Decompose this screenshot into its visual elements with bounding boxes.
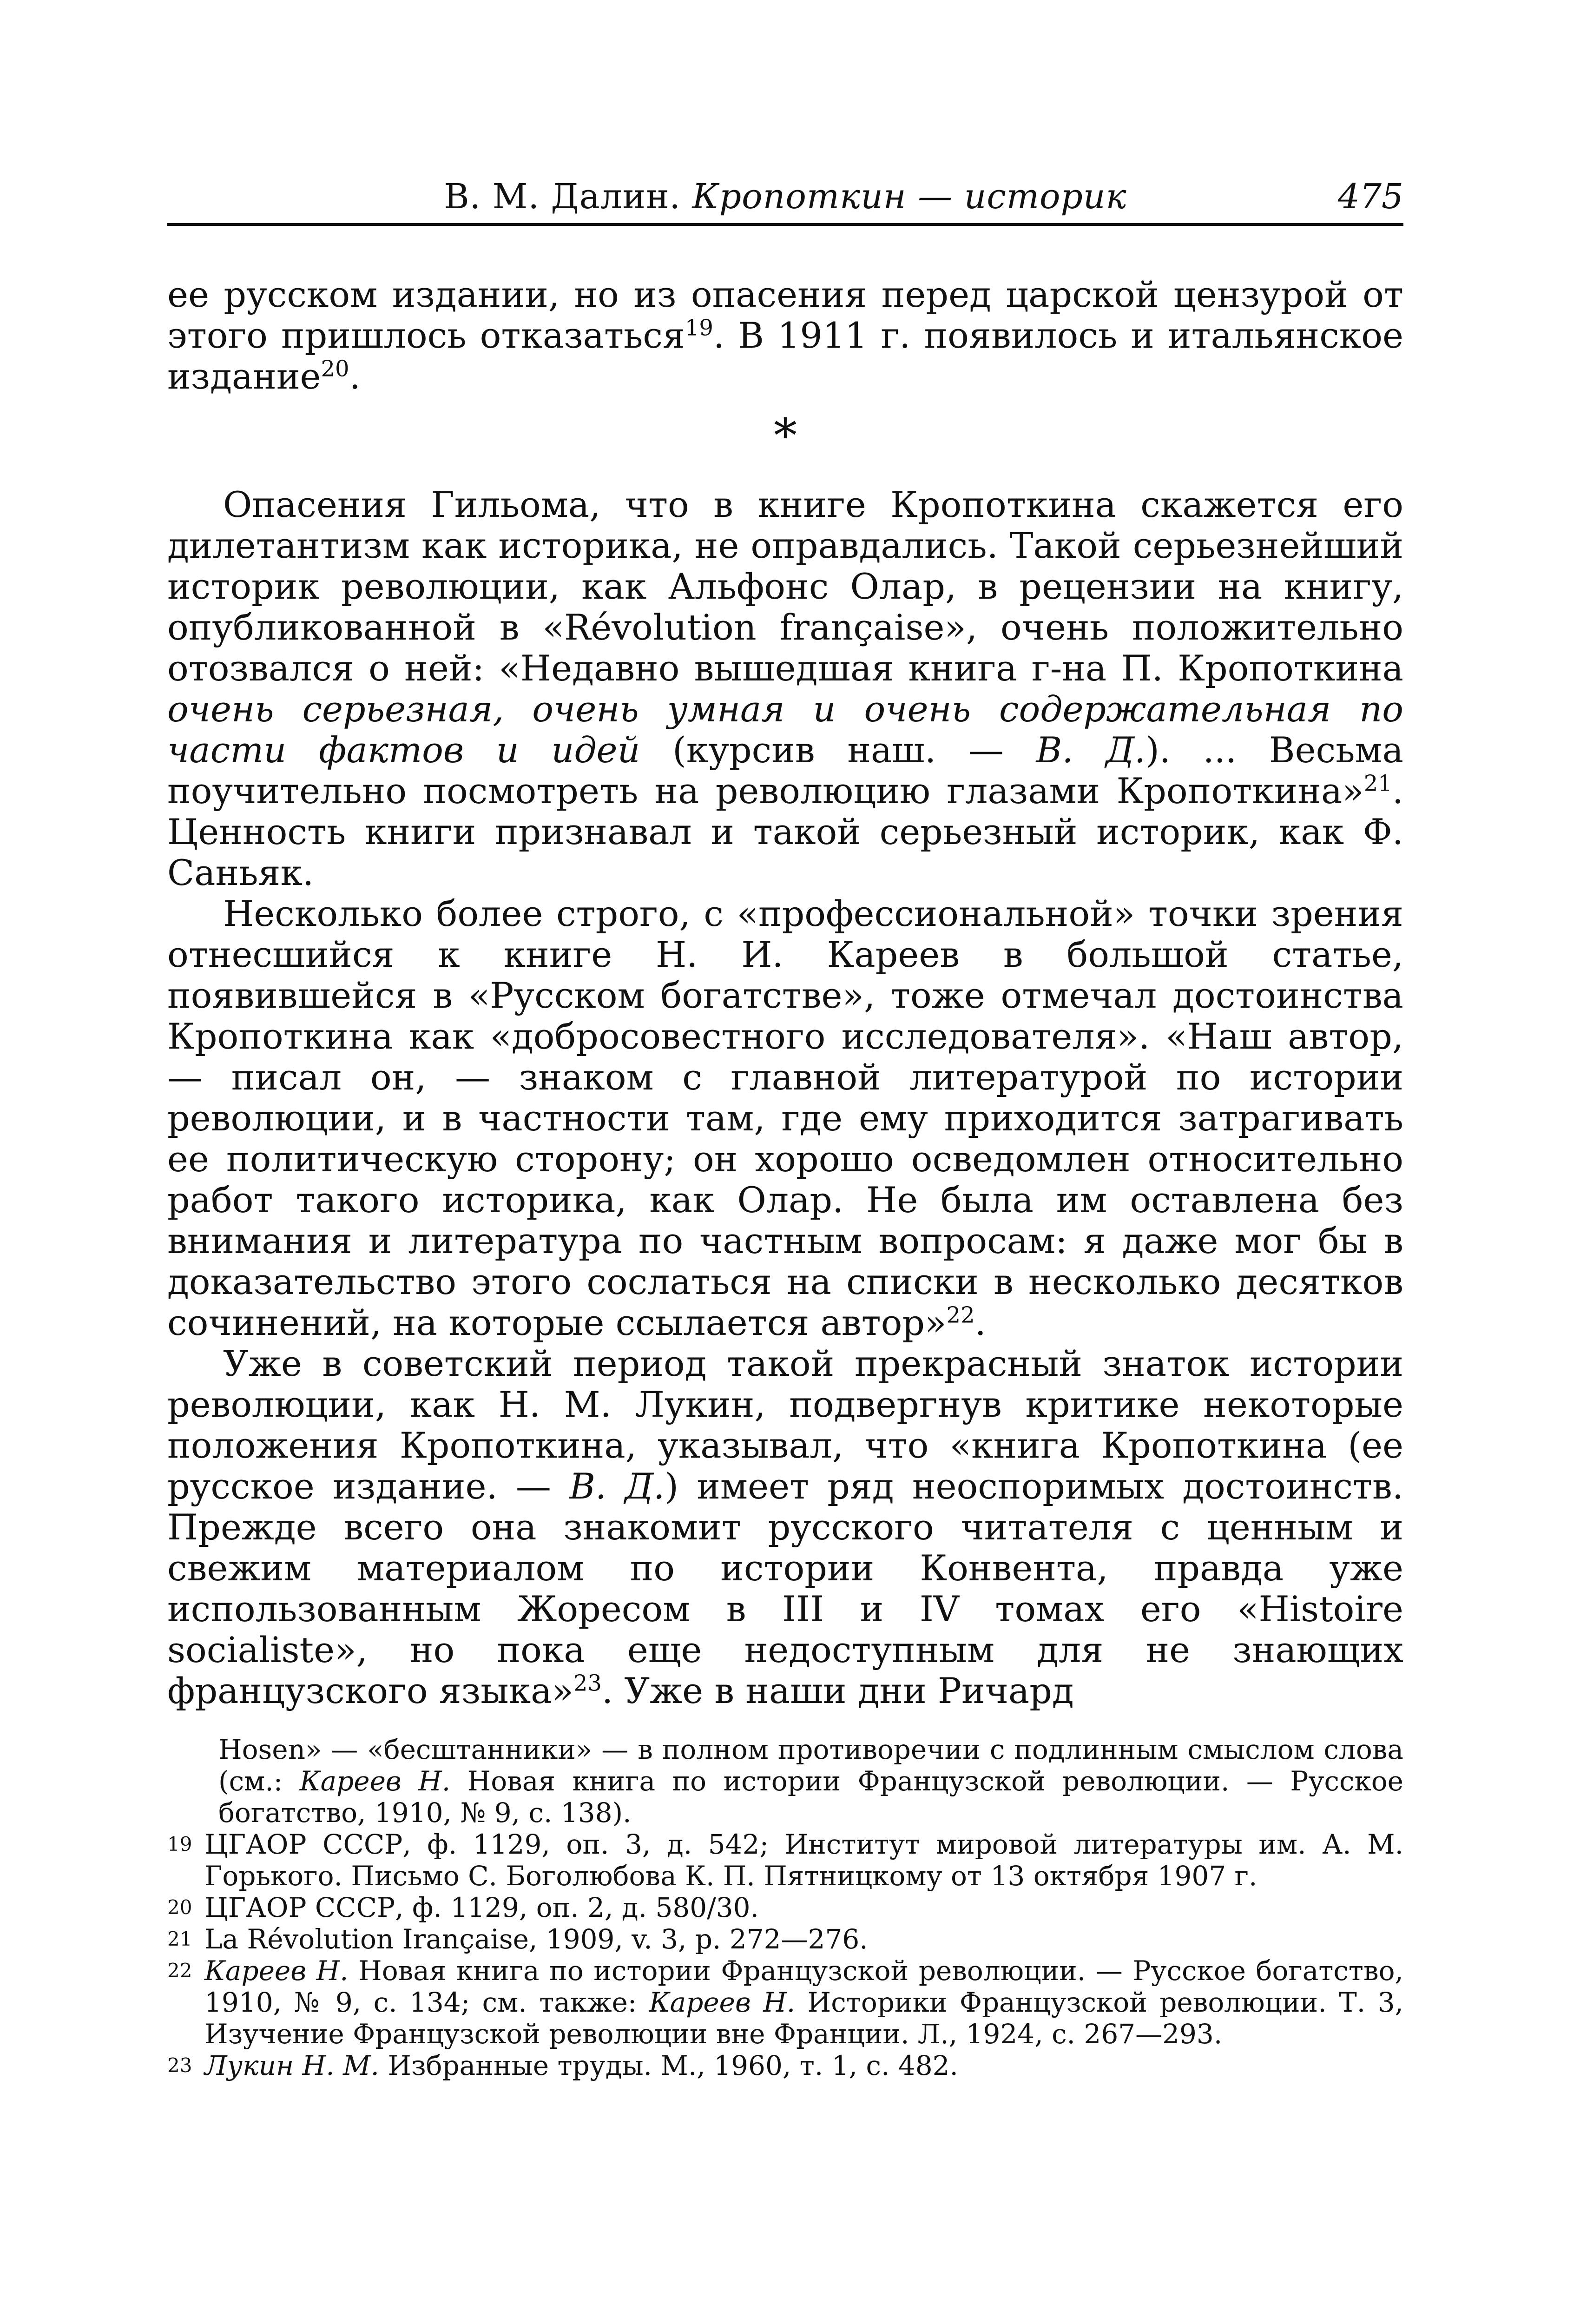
text-run: Новая книга по истории Французской революции. — Русское богатство, 1910, № 9, с. 138). <box>218 1765 1403 1829</box>
text-run: Историки Французской революции. Т. 3, Изучение Французской революции вне Франции. Л., 1924, с. 267—293. <box>204 1987 1403 2050</box>
footnote-21 <box>167 1923 1403 1955</box>
page-number: 475 <box>1337 177 1403 217</box>
italic-quote: очень серьезная, очень умная и очень содержательная по части фактов и идей <box>167 688 1403 771</box>
text-run: ) имеет ряд неоспоримых достоинств. Прежде всего она знакомит русского читателя с ценным и свежим материалом по истории Конвента, правда уже использованным Жоресом в III и IV томах его «Histoire socialiste», но пока еще недоступным для не знающих французского языка» <box>167 1466 1403 1711</box>
footnote-ref-23: 23 <box>573 1670 602 1697</box>
header-author: В. М. Далин. <box>444 177 681 217</box>
paragraph-2 <box>167 893 1403 1343</box>
text-run: . Ценность книги признавал и такой серьезный историк, как Ф. Саньяк. <box>167 770 1403 893</box>
text-run: Избранные труды. М., 1960, т. 1, с. 482. <box>379 2050 958 2081</box>
footnote-23 <box>167 2050 1403 2081</box>
text-run: Hosen» — «бесштанники» — в полном противоречии с подлинным смыслом слова (см.: <box>218 1734 1403 1797</box>
italic-author: Кареев Н. <box>204 1955 349 1987</box>
paragraph-continuation <box>167 274 1403 397</box>
text-run: ее русском издании, но из опасения перед царской цензурой от этого пришлось отказаться <box>167 274 1403 356</box>
text-run: ЦГАОР СССР, ф. 1129, оп. 2, д. 580/30. <box>204 1892 759 1923</box>
italic-author: Кареев Н. <box>299 1765 451 1797</box>
text-run: . <box>349 356 361 397</box>
text-run: Новая книга по истории Французской революции. — Русское богатство, 1910, № 9, с. 134; см. также: <box>204 1955 1403 2018</box>
footnote-continuation <box>167 1734 1403 1829</box>
footnote-mark: 19 <box>167 1833 192 1855</box>
text-run: . В 1911 г. появилось и итальянское издание <box>167 315 1403 397</box>
footnote-mark: 20 <box>167 1896 192 1919</box>
text-run: . Уже в наши дни Ричард <box>601 1670 1074 1711</box>
paragraph-1 <box>167 484 1403 893</box>
running-title <box>167 177 1403 217</box>
footnotes <box>167 1734 1403 2081</box>
footnote-ref-22: 22 <box>946 1302 975 1328</box>
paragraph-3 <box>167 1343 1403 1711</box>
section-separator: * <box>774 409 797 463</box>
footnote-ref-21: 21 <box>1363 770 1392 797</box>
italic-initials: В. Д. <box>1036 729 1146 771</box>
footnote-ref-20: 20 <box>321 356 349 382</box>
footnote-mark: 21 <box>167 1928 192 1950</box>
footnote-ref-19: 19 <box>685 315 713 341</box>
footnote-19 <box>167 1829 1403 1892</box>
italic-author: Лукин Н. М. <box>204 2050 379 2081</box>
text-run: Уже в советский период такой прекрасный знаток истории революции, как Н. М. Лукин, подвергнув критике некоторые положения Кропоткина, указывал, что «книга Кропоткина (ее русское издание. — <box>167 1343 1403 1507</box>
footnote-mark: 23 <box>167 2054 192 2077</box>
text-run: ). ... Весьма поучительно посмотреть на революцию глазами Кропоткина» <box>167 729 1403 812</box>
footnote-mark: 22 <box>167 1959 192 1982</box>
main-text <box>167 274 1403 1711</box>
running-header <box>167 167 1403 226</box>
text-run: Опасения Гильома, что в книге Кропоткина скажется его дилетантизм как историка, не оправдались. Такой серьезнейший историк революции, как Альфонс Олар, в рецензии на книгу, опубликованной в «Révolution française», очень положительно отозвался о ней: «Недавно вышедшая книга г-на П. Кропоткина <box>167 484 1403 689</box>
italic-author: Кареев Н. <box>649 1987 796 2018</box>
footnote-22 <box>167 1955 1403 2050</box>
text-run: ЦГАОР СССР, ф. 1129, оп. 3, д. 542; Институт мировой литературы им. А. М. Горького. Письмо С. Боголюбова К. П. Пятницкому от 13 октября 1907 г. <box>204 1829 1403 1892</box>
header-title: Кропоткин — историк <box>692 177 1127 217</box>
italic-initials: В. Д. <box>569 1466 665 1507</box>
footnote-20 <box>167 1892 1403 1923</box>
text-run: . <box>974 1302 986 1343</box>
text-run: Несколько более строго, с «профессиональной» точки зрения отнесшийся к книге Н. И. Кареев в большой статье, появившейся в «Русском богатстве», тоже отмечал достоинства Кропоткина как «добросовестного исследователя». «Наш автор, — писал он, — знаком с главной литературой по истории революции, и в частности там, где ему приходится затрагивать ее политическую сторону; он хорошо осведомлен относительно работ такого историка, как Олар. Не была им оставлена без внимания и литература по частным вопросам: я даже мог бы в доказательство этого сослаться на списки в несколько десятков сочинений, на которые ссылается автор» <box>167 893 1403 1343</box>
text-run: (курсив наш. — <box>640 729 1036 771</box>
text-run: La Révolution Iranҫaise, 1909, v. 3, p. 272—276. <box>204 1923 868 1955</box>
